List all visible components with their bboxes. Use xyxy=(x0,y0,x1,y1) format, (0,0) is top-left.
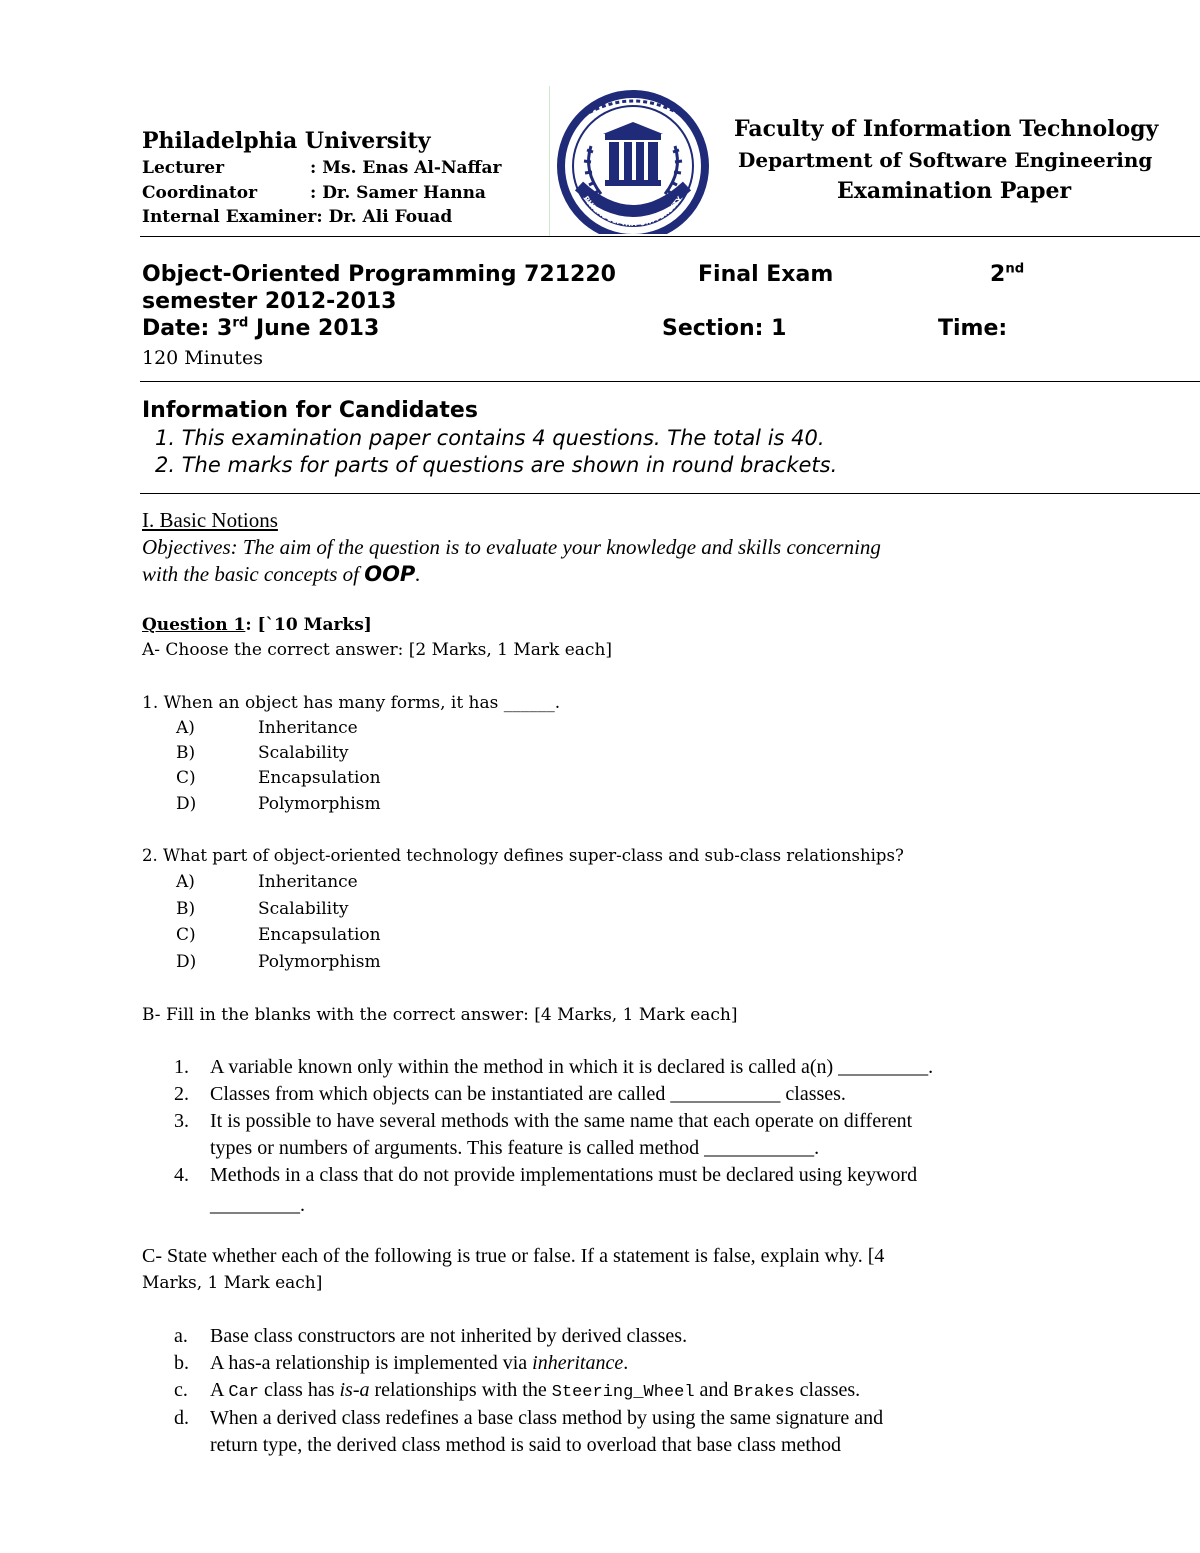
mcq-2-option-b[interactable] xyxy=(176,899,349,919)
university-seal-icon xyxy=(553,86,713,234)
university-name: Philadelphia University xyxy=(142,128,431,154)
exam-date xyxy=(142,316,379,341)
tf-text: A xyxy=(210,1379,224,1401)
objectives-end: . xyxy=(415,562,421,586)
blank-text: It is possible to have several methods with the same name that each operate on different xyxy=(210,1110,913,1132)
option-letter: D) xyxy=(176,952,197,972)
tf-text: and xyxy=(699,1379,729,1401)
blank-3-continued: types or numbers of arguments. This feature is called method ___________. xyxy=(210,1137,820,1159)
option-text: Polymorphism xyxy=(258,794,381,814)
tf-italic: is-a xyxy=(339,1379,370,1401)
option-letter: A) xyxy=(176,872,195,892)
lecturer-value: : Ms. Enas Al-Naffar xyxy=(310,158,502,178)
examiner-value: Dr. Ali Fouad xyxy=(328,207,453,227)
blank-text: Classes from which objects can be instantiated are called ___________ classes. xyxy=(210,1083,846,1105)
paper-type: Examination Paper xyxy=(837,178,1072,204)
blank-num: 3. xyxy=(174,1110,189,1132)
tf-num: d. xyxy=(174,1407,189,1429)
code-steering-wheel: Steering_Wheel xyxy=(551,1383,695,1402)
mcq-1-stem: 1. When an object has many forms, it has ______. xyxy=(142,693,561,713)
info-divider xyxy=(140,493,1200,494)
info-item-1: 1. This examination paper contains 4 questions. The total is 40. xyxy=(155,426,825,450)
objectives-oop: OOP xyxy=(364,562,416,586)
tf-c xyxy=(142,1379,860,1402)
mcq-1-option-a[interactable] xyxy=(176,718,358,738)
objectives-line-1: Objectives: The aim of the question is to evaluate your knowledge and skills concerning xyxy=(142,535,881,559)
option-text: Scalability xyxy=(258,899,349,919)
blank-text: Methods in a class that do not provide implementations must be declared using keyword xyxy=(210,1164,918,1186)
tf-text: classes. xyxy=(799,1379,861,1401)
option-letter: C) xyxy=(176,925,196,945)
code-car: Car xyxy=(228,1383,259,1402)
tf-end: . xyxy=(623,1352,629,1374)
mcq-2-option-c[interactable] xyxy=(176,925,381,945)
objectives-line-2 xyxy=(142,562,421,587)
mcq-1-option-d[interactable] xyxy=(176,794,381,814)
mcq-2-option-a[interactable] xyxy=(176,872,358,892)
objectives-text: with the basic concepts of xyxy=(142,562,359,586)
mcq-2-option-d[interactable] xyxy=(176,952,381,972)
option-text: Polymorphism xyxy=(258,952,381,972)
mcq-1-option-c[interactable] xyxy=(176,768,381,788)
semester-text: semester 2012-2013 xyxy=(142,289,397,314)
coordinator-value: : Dr. Samer Hanna xyxy=(310,183,486,203)
logo-frame-left xyxy=(549,86,550,236)
blank-4 xyxy=(142,1164,917,1187)
exam-duration: 120 Minutes xyxy=(142,347,263,369)
tf-num: c. xyxy=(174,1379,188,1401)
coordinator-line xyxy=(142,183,486,203)
lecturer-line xyxy=(142,158,501,178)
code-brakes: Brakes xyxy=(733,1383,795,1402)
option-letter: D) xyxy=(176,794,197,814)
tf-text: Base class constructors are not inherited by derived classes. xyxy=(210,1325,688,1347)
examiner-label: Internal Examiner: xyxy=(142,207,323,227)
tf-num: a. xyxy=(174,1325,188,1347)
option-text: Inheritance xyxy=(258,872,358,892)
blank-num: 4. xyxy=(174,1164,189,1186)
course-divider xyxy=(140,381,1200,382)
course-title: Object-Oriented Programming 721220 xyxy=(142,262,616,287)
tf-a xyxy=(142,1325,687,1348)
date-sup: rd xyxy=(232,315,249,331)
tf-b xyxy=(142,1352,628,1375)
date-label: Date: 3 xyxy=(142,316,233,341)
question-1-label: Question 1 xyxy=(142,615,246,635)
lecturer-label: Lecturer xyxy=(142,158,225,178)
tf-text: A has-a relationship is implemented via xyxy=(210,1352,528,1374)
blank-2 xyxy=(142,1083,846,1106)
blank-4-continued: _________. xyxy=(210,1194,305,1216)
info-title: Information for Candidates xyxy=(142,398,478,423)
option-text: Encapsulation xyxy=(258,768,381,788)
option-letter: B) xyxy=(176,899,196,919)
blank-text: A variable known only within the method in which it is declared is called a(n) _________. xyxy=(210,1056,934,1078)
header-divider xyxy=(140,236,1200,237)
semester-sup: nd xyxy=(1005,261,1025,277)
mcq-1-option-b[interactable] xyxy=(176,743,349,763)
tf-text: relationships with the xyxy=(374,1379,547,1401)
option-text: Scalability xyxy=(258,743,349,763)
tf-num: b. xyxy=(174,1352,189,1374)
logo-text: PHILADELPHIA UNIVERSITY xyxy=(581,194,685,229)
semester-number xyxy=(990,262,1024,287)
info-item-2: 2. The marks for parts of questions are shown in round brackets. xyxy=(155,453,838,477)
tf-text: class has xyxy=(263,1379,335,1401)
blank-num: 1. xyxy=(174,1056,189,1078)
question-1-marks: : [`10 Marks] xyxy=(245,615,372,635)
exam-type: Final Exam xyxy=(698,262,834,287)
tf-italic: inheritance xyxy=(532,1352,624,1374)
tf-text: When a derived class redefines a base class method by using the same signature and xyxy=(210,1407,884,1429)
question-1-header xyxy=(142,615,372,635)
option-letter: B) xyxy=(176,743,196,763)
semester-num: 2 xyxy=(990,262,1006,287)
faculty-name: Faculty of Information Technology xyxy=(734,116,1159,142)
university-logo xyxy=(553,86,713,234)
department-name: Department of Software Engineering xyxy=(738,148,1153,172)
section-heading: I. Basic Notions xyxy=(142,508,278,532)
part-b-instructions: B- Fill in the blanks with the correct answer: [4 Marks, 1 Mark each] xyxy=(142,1005,738,1025)
coordinator-label: Coordinator xyxy=(142,183,258,203)
option-letter: C) xyxy=(176,768,196,788)
part-c-instructions-line-1: C- State whether each of the following is true or false. If a statement is false, explain why. [4 xyxy=(142,1245,885,1267)
blank-num: 2. xyxy=(174,1083,189,1105)
part-c-instructions-line-2: Marks, 1 Mark each] xyxy=(142,1273,323,1293)
section-number: Section: 1 xyxy=(662,316,787,341)
blank-3 xyxy=(142,1110,912,1133)
date-rest: June 2013 xyxy=(255,316,380,341)
part-a-instructions: A- Choose the correct answer: [2 Marks, 1 Mark each] xyxy=(142,640,613,660)
blank-1 xyxy=(142,1056,933,1079)
tf-d xyxy=(142,1407,883,1430)
mcq-2-stem: 2. What part of object-oriented technology defines super-class and sub-class relationships? xyxy=(142,846,904,865)
option-letter: A) xyxy=(176,718,195,738)
option-text: Inheritance xyxy=(258,718,358,738)
tf-d-continued: return type, the derived class method is said to overload that base class method xyxy=(210,1434,841,1456)
time-label: Time: xyxy=(938,316,1008,341)
examiner-line xyxy=(142,207,452,227)
option-text: Encapsulation xyxy=(258,925,381,945)
